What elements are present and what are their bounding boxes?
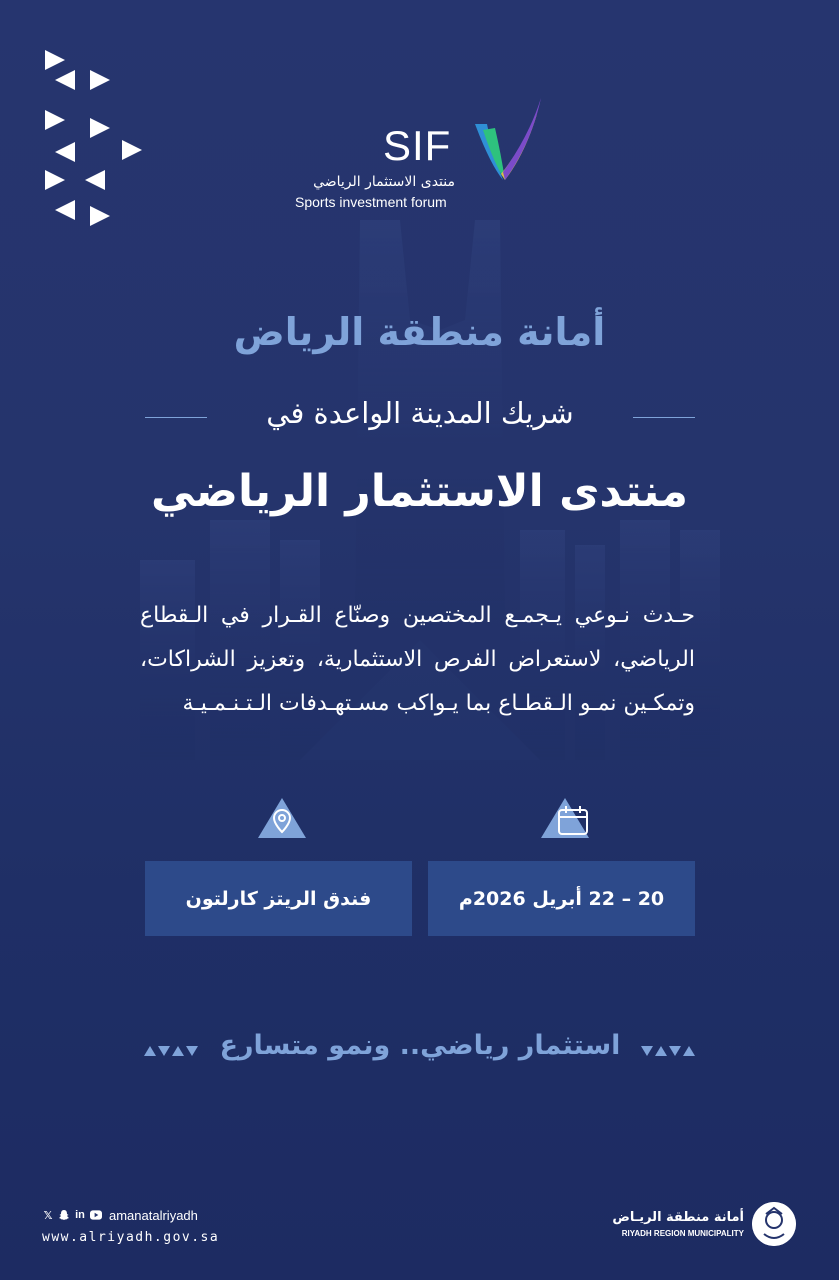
mini-triangles-icon	[641, 1042, 696, 1058]
sif-swoosh-icon	[465, 94, 545, 184]
headline-primary: أمانة منطقة الرياض	[233, 310, 606, 354]
slogan: استثمار رياضي.. ونمو متسارع	[219, 1030, 621, 1061]
social-handle[interactable]: amanatalriyadh	[109, 1207, 198, 1223]
municipality-english-name: RIYADH REGION MUNICIPALITY	[621, 1229, 744, 1238]
sif-logo-mark: SIF	[383, 122, 452, 169]
venue-box	[145, 861, 412, 936]
youtube-icon[interactable]	[90, 1209, 102, 1221]
municipality-arabic-name: أمانة منطقة الريـاض	[612, 1210, 744, 1225]
logo-arabic-name: منتدى الاستثمار الرياضي	[313, 174, 455, 190]
event-description: حـدث نـوعي يـجمـع المختصين وصنّاع القـرار في الـقطاع الرياضي، لاستعراض الفرص الاستثمارية، وتعزيز الشراكات، وتمكـين نمـو الـقطـاع بما يـواكب مسـتهـدفات الـتـنـمـيـة	[140, 603, 695, 716]
divider-line	[145, 417, 207, 418]
snapchat-icon[interactable]	[58, 1209, 70, 1221]
linkedin-icon[interactable]: in	[75, 1209, 85, 1221]
logo-english-name: Sports investment forum	[295, 194, 447, 210]
website-link[interactable]: www.alriyadh.gov.sa	[42, 1230, 220, 1245]
date-box	[428, 861, 695, 936]
date-label: 20 – 22 أبريل 2026م	[458, 887, 665, 910]
x-icon[interactable]: 𝕏	[43, 1208, 53, 1222]
headline-secondary: منتدى الاستثمار الرياضي	[151, 466, 688, 517]
mini-triangles-icon	[144, 1042, 199, 1058]
divider-line	[633, 417, 695, 418]
slogan-row	[140, 1030, 700, 1070]
arrow-pattern-icon	[40, 46, 150, 236]
calendar-icon	[540, 796, 590, 840]
subheadline: شريك المدينة الواعدة في	[266, 396, 574, 430]
subheadline-row	[145, 392, 695, 442]
location-pin-icon	[257, 796, 307, 840]
municipality-emblem-icon	[752, 1202, 796, 1246]
social-links	[42, 1206, 262, 1224]
venue-label: فندق الريتز كارلتون	[185, 887, 372, 910]
footer-contact	[42, 1206, 262, 1246]
sif-logo	[285, 94, 555, 214]
municipality-logo	[600, 1200, 800, 1250]
